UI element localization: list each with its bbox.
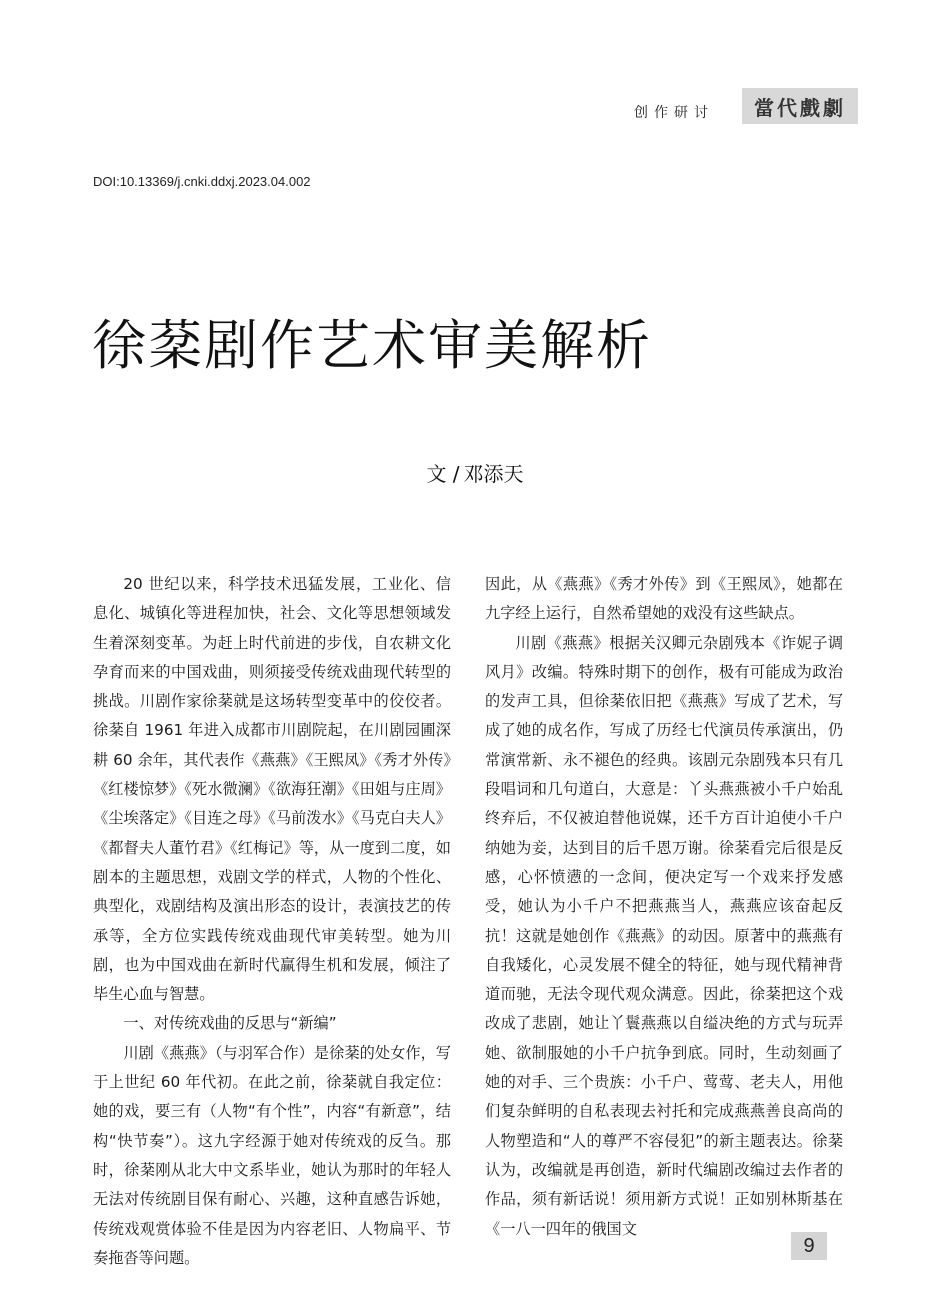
author-name: 邓添天 [463,462,524,486]
section-label: 创作研讨 [634,105,714,121]
doi: DOI:10.13369/j.cnki.ddxj.2023.04.002 [93,174,311,189]
page-number: 9 [791,1232,827,1260]
journal-logo [742,88,858,124]
right-column [485,570,843,1244]
body-paragraph: 因此，从《燕燕》《秀才外传》到《王熙凤》，她都在九字经上运行，自然希望她的戏没有这些缺点。 [485,575,843,623]
byline [0,458,950,487]
section-heading: 一、对传统戏曲的反思与“新编” [123,1014,337,1033]
body-paragraph: 20 世纪以来，科学技术迅猛发展，工业化、信息化、城镇化等进程加快，社会、文化等思想领域发生着深刻变革。为赶上时代前进的步伐，自农耕文化孕育而来的中国戏曲，则须接受传统戏曲现代转型的挑战。川剧作家徐棻就是这场转型变革中的佼佼者。徐棻自 1961 年进入成都市川剧院起，在川剧园圃深耕 60 余年，其代表作《燕燕》《王熙凤》《秀才外传》《红楼惊梦》《死水微澜》《欲海狂潮》《田姐与庄周》《尘埃落定》《目连之母》《马前泼水》《马克白夫人》《都督夫人董竹君》《红梅记》等，从一度到二度，如剧本的主题思想，戏剧文学的样式，人物的个性化、典型化，戏剧结构及演出形态的设计，表演技艺的传承等，全方位实践传统戏曲现代审美转型。她为川剧，也为中国戏曲在新时代赢得生机和发展，倾注了毕生心血与智慧。 [93,575,451,1004]
byline-prefix: 文 / [426,462,460,486]
body-paragraph: 川剧《燕燕》（与羽军合作）是徐棻的处女作，写于上世纪 60 年代初。在此之前，徐棻就自我定位：她的戏，要三有（人物“有个性”，内容“有新意”，结构“快节奏”）。这九字经源于她对传统戏的反刍。那时，徐棻刚从北大中文系毕业，她认为那时的年轻人无法对传统剧目保有耐心、兴趣，这种直感告诉她，传统戏观赏体验不佳是因为内容老旧、人物扁平、节奏拖沓等问题。 [93,1043,451,1267]
body-paragraph: 川剧《燕燕》根据关汉卿元杂剧残本《诈妮子调风月》改编。特殊时期下的创作，极有可能成为政治的发声工具，但徐棻依旧把《燕燕》写成了艺术，写成了她的成名作，写成了历经七代演员传承演出，仍常演常新、永不褪色的经典。该剧元杂剧残本只有几段唱词和几句道白，大意是：丫头燕燕被小千户始乱终弃后，不仅被迫替他说媒，还千方百计迫使小千户纳她为妾，达到目的后千恩万谢。徐棻看完后很是反感，心怀愤懑的一念间，便决定写一个戏来抒发感受，她认为小千户不把燕燕当人，燕燕应该奋起反抗！这就是她创作《燕燕》的动因。原著中的燕燕有自我矮化，心灵发展不健全的特征，她与现代精神背道而驰，无法令现代观众满意。因此，徐棻把这个戏改成了悲剧，她让丫鬟燕燕以自缢决绝的方式与玩弄她、欲制服她的小千户抗争到底。同时，生动刻画了她的对手、三个贵族：小千户、莺莺、老夫人，用他们复杂鲜明的自私表现去衬托和完成燕燕善良高尚的人物塑造和“人的尊严不容侵犯”的新主题表达。徐棻认为，改编就是再创造，新时代编剧改编过去作者的作品，须有新话说！须用新方式说！正如别林斯基在《一八一四年的俄国文 [485,633,843,1238]
left-column [93,570,451,1273]
journal-logo-text: 當代戲劇 [754,95,846,120]
article-title: 徐棻剧作艺术审美解析 [92,314,652,377]
